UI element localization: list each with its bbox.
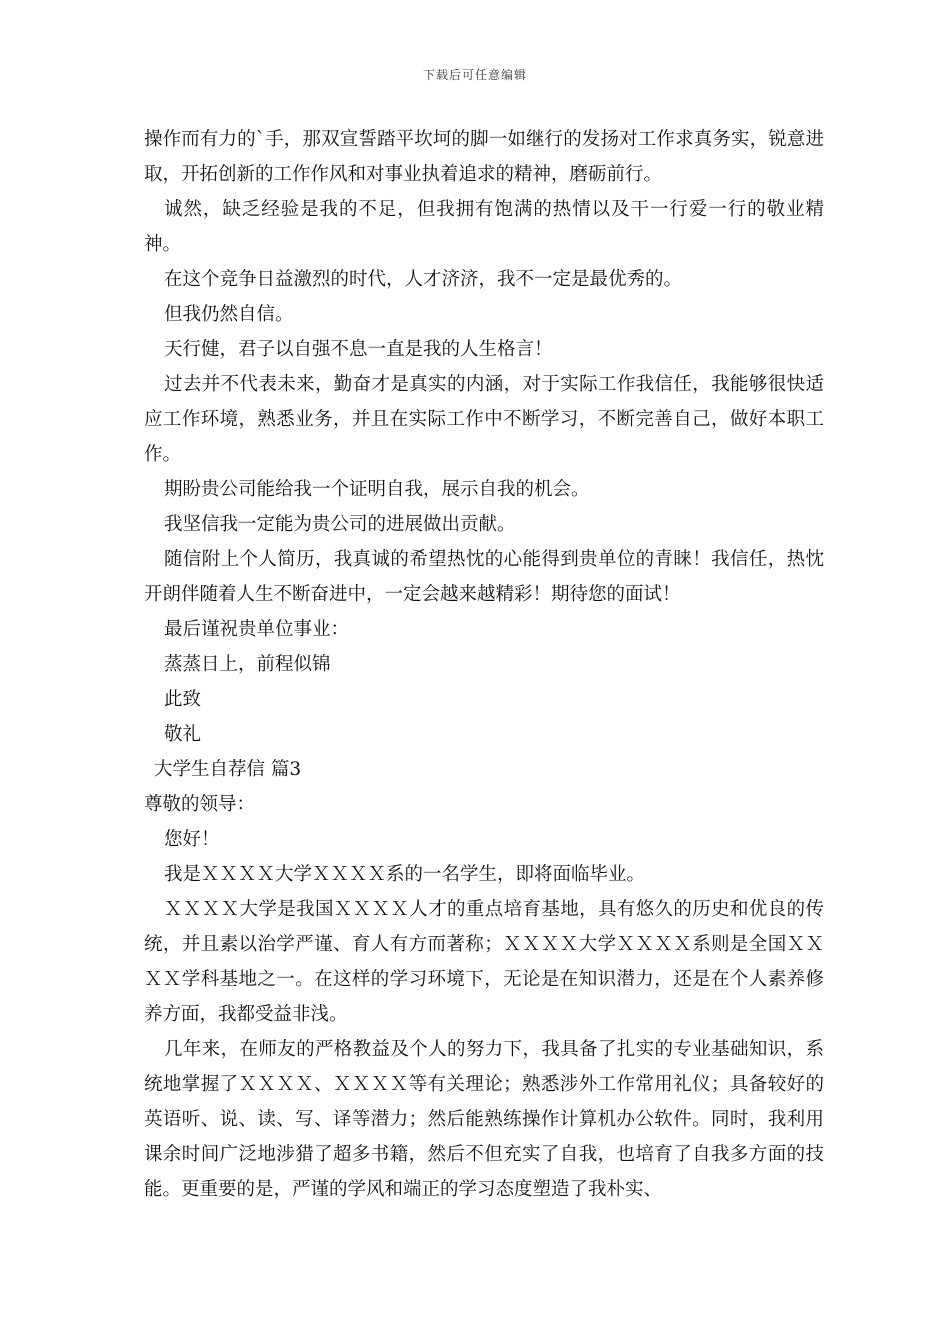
closing-cizhi: 此致 bbox=[164, 689, 202, 710]
paragraph-confidence: 但我仍然自信。 bbox=[164, 304, 294, 325]
paragraph-motto: 天行健，君子以自强不息一直是我的人生格言！ bbox=[164, 339, 553, 360]
greeting: 您好！ bbox=[164, 829, 220, 850]
paragraph-introduction: 我是ＸＸＸＸ大学ＸＸＸＸ系的一名学生，即将面临毕业。 bbox=[164, 864, 646, 885]
salutation: 尊敬的领导： bbox=[144, 794, 256, 815]
paragraph-opportunity: 期盼贵公司能给我一个证明自我，展示自我的机会。 bbox=[164, 479, 590, 500]
paragraph-wishes: 最后谨祝贵单位事业： bbox=[164, 619, 350, 640]
paragraph-university: ＸＸＸＸ大学是我国ＸＸＸＸ人才的重点培育基地，具有悠久的历史和优良的传统，并且素以治学严谨、育人有方而著称；ＸＸＸＸ大学ＸＸＸＸ系则是全国ＸＸＸＸ学科基地之一。在这样的学习环境下，无论是在知识潜力，还是在个人素养修养方面，我都受益非浅。 bbox=[144, 899, 824, 1025]
paragraph-prosperity: 蒸蒸日上，前程似锦 bbox=[164, 654, 331, 675]
paragraph-diligence: 过去并不代表未来，勤奋才是真实的内涵，对于实际工作我信任，我能够很快适应工作环境，熟悉业务，并且在实际工作中不断学习，不断完善自己，做好本职工作。 bbox=[144, 374, 824, 465]
paragraph-continuation: 操作而有力的`手，那双宣誓踏平坎坷的脚一如继行的发扬对工作求真务实，锐意进取，开拓创新的工作作风和对事业执着追求的精神，磨砺前行。 bbox=[144, 129, 824, 185]
page-header-note: 下载后可任意编辑 bbox=[422, 68, 527, 82]
paragraph-resume: 随信附上个人简历，我真诚的希望热忱的心能得到贵单位的青睐！我信任，热忱开朗伴随着人生不断奋进中，一定会越来越精彩！期待您的面试！ bbox=[144, 549, 824, 605]
paragraph-skills: 几年来，在师友的严格教益及个人的努力下，我具备了扎实的专业基础知识，系统地掌握了ＸＸＸＸ、ＸＸＸＸ等有关理论；熟悉涉外工作常用礼仪；具备较好的英语听、说、读、写、译等潜力；然后能熟练操作计算机办公软件。同时，我利用课余时间广泛地涉猎了超多书籍，然后不但充实了自我，也培育了自我多方面的技能。更重要的是，严谨的学风和端正的学习态度塑造了我朴实、 bbox=[144, 1039, 824, 1200]
closing-jingli: 敬礼 bbox=[164, 724, 202, 745]
paragraph-inexperience: 诚然，缺乏经验是我的不足，但我拥有饱满的热情以及干一行爱一行的敬业精神。 bbox=[144, 199, 824, 255]
section-title: 大学生自荐信 篇3 bbox=[154, 759, 302, 780]
document-body bbox=[144, 122, 824, 1207]
paragraph-contribution: 我坚信我一定能为贵公司的进展做出贡献。 bbox=[164, 514, 516, 535]
paragraph-competition: 在这个竞争日益激烈的时代，人才济济，我不一定是最优秀的。 bbox=[164, 269, 683, 290]
